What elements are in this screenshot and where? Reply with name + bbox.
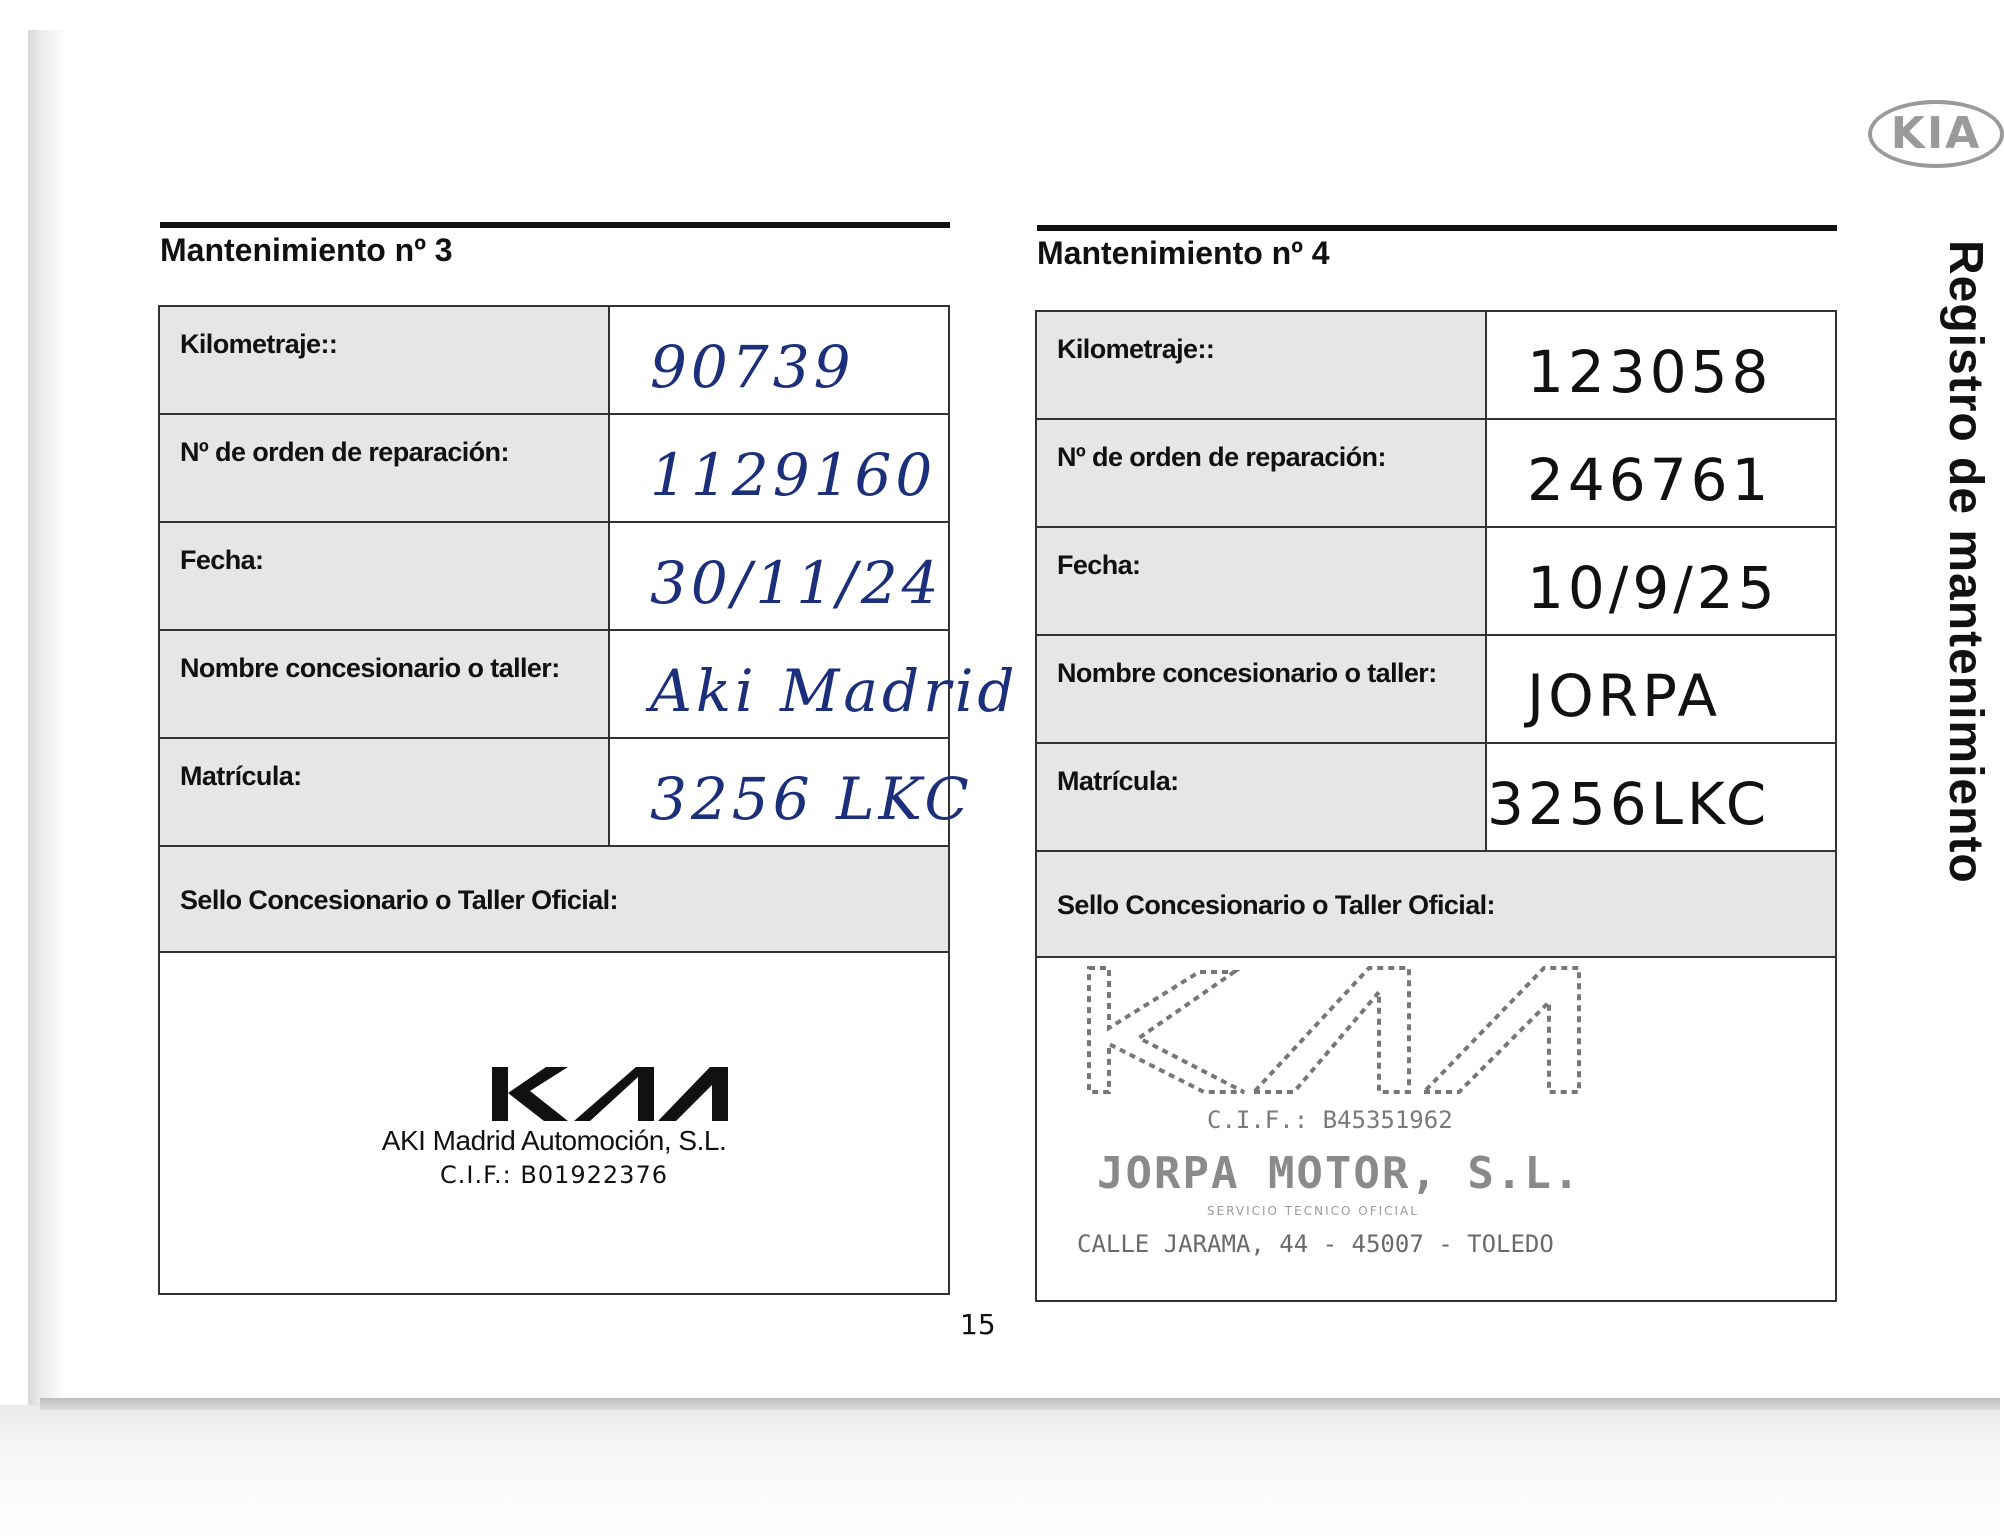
field-label: Nº de orden de reparación:	[160, 415, 610, 521]
form-row-fecha	[1037, 528, 1835, 636]
handwritten-value: 10/9/25	[1527, 554, 1779, 622]
field-label: Nombre concesionario o taller:	[1037, 636, 1487, 742]
field-label: Nº de orden de reparación:	[1037, 420, 1487, 526]
form-row-taller	[160, 631, 1019, 739]
section-title: Mantenimiento nº 3	[160, 232, 453, 268]
form-row-matricula	[160, 739, 973, 847]
dealer-stamp	[1037, 958, 1835, 1298]
field-label: Kilometraje::	[1037, 312, 1487, 418]
handwritten-value: 90739	[650, 333, 855, 401]
handwritten-value: JORPA	[1527, 662, 1721, 730]
form-row-orden	[160, 415, 948, 523]
form-row-fecha	[160, 523, 948, 631]
handwritten-value: 1129160	[650, 441, 937, 509]
scan-left-edge	[28, 30, 68, 1410]
field-value-box	[1487, 636, 1835, 742]
stamp-cif: C.I.F.: B01922376	[439, 1161, 668, 1189]
field-value-box	[1487, 528, 1835, 634]
page-number: 15	[960, 1308, 996, 1341]
form-row-kilometraje	[1037, 312, 1835, 420]
dealer-stamp	[160, 953, 948, 1293]
page-fold-line	[40, 1398, 2000, 1410]
field-label: Nombre concesionario o taller:	[160, 631, 610, 737]
field-value-box	[610, 523, 948, 629]
stamp-label: Sello Concesionario o Taller Oficial:	[160, 847, 948, 953]
form-row-taller	[1037, 636, 1835, 744]
field-label: Matrícula:	[1037, 744, 1487, 850]
form-row-matricula	[1037, 744, 1835, 852]
scan-bottom-shadow	[0, 1405, 2000, 1539]
stamp-label: Sello Concesionario o Taller Oficial:	[1037, 852, 1835, 958]
field-value-box	[610, 739, 973, 845]
field-label: Fecha:	[1037, 528, 1487, 634]
handwritten-value: 123058	[1527, 338, 1773, 406]
field-label: Kilometraje::	[160, 307, 610, 413]
handwritten-value: 30/11/24	[650, 549, 943, 617]
stamp-company-name: AKI Madrid Automoción, S.L.	[381, 1125, 727, 1156]
field-value-box	[610, 415, 948, 521]
maintenance-4-form	[1035, 310, 1837, 1302]
stamp-cif: C.I.F.: B45351962	[1207, 1106, 1453, 1134]
section-rule	[160, 222, 950, 228]
vertical-section-title: Registro de mantenimiento	[1939, 240, 1992, 884]
maintenance-3-section	[160, 222, 950, 272]
maintenance-4-section	[1037, 225, 1837, 275]
stamp-company-name: JORPA MOTOR, S.L.	[1097, 1148, 1582, 1199]
field-value-box	[610, 307, 948, 413]
kia-logo-icon	[1049, 958, 1609, 1098]
field-value-box	[1487, 420, 1835, 526]
handwritten-value: 246761	[1527, 446, 1773, 514]
kia-logo-badge: KIA	[1868, 100, 2004, 168]
handwritten-value: 3256 LKC	[650, 765, 973, 833]
stamp-service-label: SERVICIO TECNICO OFICIAL	[1207, 1204, 1419, 1218]
section-rule	[1037, 225, 1837, 231]
field-value-box	[1487, 312, 1835, 418]
handwritten-value: Aki Madrid	[650, 657, 1019, 725]
handwritten-value: 3256LKC	[1487, 770, 1771, 838]
maintenance-3-form	[158, 305, 1019, 1295]
form-row-kilometraje	[160, 307, 948, 415]
field-label: Fecha:	[160, 523, 610, 629]
field-value-box	[610, 631, 1019, 737]
stamp-address: CALLE JARAMA, 44 - 45007 - TOLEDO	[1077, 1230, 1554, 1258]
field-label: Matrícula:	[160, 739, 610, 845]
form-row-orden	[1037, 420, 1835, 528]
section-title: Mantenimiento nº 4	[1037, 235, 1330, 271]
field-value-box	[1487, 744, 1835, 850]
kia-logo-icon	[490, 1063, 730, 1123]
